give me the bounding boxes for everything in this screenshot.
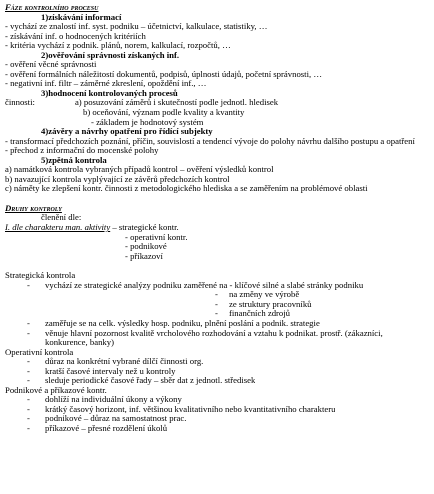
- oper-item: důraz na konkrétní vybrané dílčí činnosti org.: [45, 357, 204, 367]
- oper-title: Operativní kontrola: [5, 347, 74, 357]
- strat-sub-item: ze struktury pracovníků: [229, 299, 312, 309]
- faze-s1-item: - kritéria vychází z podnik. plánů, norem, kalkulací, rozpočtů, …: [5, 41, 231, 51]
- section-title-faze: Fáze kontrolního procesu: [5, 3, 99, 12]
- druhy-by-char-item: - podnikové: [125, 242, 167, 252]
- faze-s5-item: b) navazující kontrola vyplývající ze závěrů předchozích kontrol: [5, 174, 230, 184]
- oper-item-row: - sleduje periodické časové řady – sběr dat z jednotl. středisek: [27, 375, 256, 386]
- podr-title: Podnikové a příkazové kontr.: [5, 385, 107, 395]
- faze-s3-row: [5, 98, 430, 108]
- faze-s4-item: - přechod z informační do mocenské polohy: [5, 146, 159, 156]
- faze-s1-item: - vychází ze znalostí inf. syst. podniku – účetnictví, kalkulace, statistiky, …: [5, 22, 268, 32]
- strat-sub-row: - ze struktury pracovníků: [215, 298, 312, 309]
- faze-s3-title: 3)hodnocení kontrolovaných procesů: [41, 88, 178, 98]
- strat-intro: vychází ze strategické analýzy podniku zaměřené na - klíčové silné a slabé stránky podniku: [45, 280, 364, 290]
- druhy-by-char-label: I. dle charakteru man. aktivity: [5, 223, 111, 233]
- druhy-by-char-item: - operativní kontr.: [125, 232, 188, 242]
- strat-sub-row: - na změny ve výrobě: [215, 289, 300, 300]
- faze-s2-title: 2)ověřování správnosti získaných inf.: [41, 50, 180, 60]
- podr-item: podnikové – důraz na samostatnost prac.: [45, 414, 187, 424]
- faze-s3-item: b) oceňování, význam podle kvality a kvantity: [83, 108, 245, 118]
- druhy-by-char-item: - příkazoví: [125, 251, 163, 261]
- faze-s4-title: 4)závěry a návrhy opatření pro řídící subjekty: [41, 127, 213, 137]
- oper-item: sleduje periodické časové řady – sběr dat z jednotl. středisek: [45, 376, 256, 386]
- druhy-by-char-first: – strategické kontr.: [110, 223, 179, 233]
- faze-s5-item: c) náměty ke zlepšení kontr. činnosti z metodologického hlediska a se zaměřením na problémové oblasti: [5, 184, 368, 194]
- faze-s2-item: - ověření věcné správnosti: [5, 60, 97, 70]
- podr-item-row: - příkazové – přesné rozdělení úkolů: [27, 422, 168, 433]
- faze-s2-item: - negativní inf. filtr – záměrné zkreslení, opoždění inf., …: [5, 79, 207, 89]
- podr-item-row: - dohlíží na individuální úkony a výkony: [27, 394, 182, 405]
- strat-item-row: - zaměřuje se na celk. výsledky hosp. podniku, plnění poslání a podnik. strategie: [27, 317, 320, 328]
- section-title-druhy: Druhy kontroly: [5, 203, 62, 213]
- strat-item: zaměřuje se na celk. výsledky hosp. podniku, plnění poslání a podnik. strategie: [45, 318, 320, 328]
- strat-title: Strategická kontrola: [5, 271, 76, 281]
- faze-s1-title: 1)získávání informací: [41, 12, 122, 22]
- faze-s4-item: - transformací předchozích poznání, příčin, souvislostí a tendencí vývoje do polohy návrhu dalšího postupu a opatření: [5, 135, 415, 146]
- faze-s5-item: a) namátková kontrola vybraných případů kontrol – ověření výsledků kontrol: [5, 165, 274, 175]
- faze-s1-item: - získávání inf. o hodnocených kritériích: [5, 31, 146, 41]
- strat-sub-item: na změny ve výrobě: [229, 290, 300, 300]
- faze-s5-title: 5)zpětná kontrola: [41, 155, 107, 165]
- oper-item-row: - důraz na konkrétní vybrané dílčí činnosti org.: [27, 356, 204, 367]
- podr-item: příkazové – přesné rozdělení úkolů: [45, 423, 168, 433]
- strat-item: věnuje hlavní pozornost kvalitě vrcholového rozhodování a vztahu k podnikat. prostř. (zákazníci, konkurence, banky): [45, 327, 383, 348]
- oper-item: kratší časové intervaly než u kontroly: [45, 366, 176, 376]
- faze-s3-item: a) posuzování záměrů i skutečností podle jednotl. hledisek: [74, 98, 279, 108]
- faze-s3-item: - základem je hodnotový systém: [91, 117, 204, 127]
- druhy-intro: členění dle:: [41, 213, 82, 223]
- podr-item-row: - krátký časový horizont, inf. většinou kvalitativního nebo kvantitativního charakteru: [27, 403, 336, 414]
- strat-intro-row: - vychází ze strategické analýzy podniku zaměřené na - klíčové silné a slabé stránky podniku: [27, 279, 364, 290]
- podr-item: dohlíží na individuální úkony a výkony: [45, 395, 182, 405]
- podr-item-row: - podnikové – důraz na samostatnost prac.: [27, 413, 187, 424]
- faze-s2-item: - ověření formálních náležitostí dokumentů, podpisů, úplnosti údajů, početní správnosti, …: [5, 69, 323, 79]
- strat-item-row: - věnuje hlavní pozornost kvalitě vrcholového rozhodování a vztahu k podnikat. prostř. (zákazníci, konkurence, banky): [5, 329, 430, 348]
- strat-sub-item: finančních zdrojů: [229, 309, 291, 319]
- druhy-by-char-row: [5, 223, 430, 233]
- faze-s3-label: činnosti:: [5, 98, 35, 108]
- oper-item-row: - kratší časové intervaly než u kontroly: [27, 365, 176, 376]
- strat-sub-row: - finančních zdrojů: [215, 308, 291, 319]
- podr-item: krátký časový horizont, inf. většinou kvalitativního nebo kvantitativního charakteru: [45, 404, 336, 414]
